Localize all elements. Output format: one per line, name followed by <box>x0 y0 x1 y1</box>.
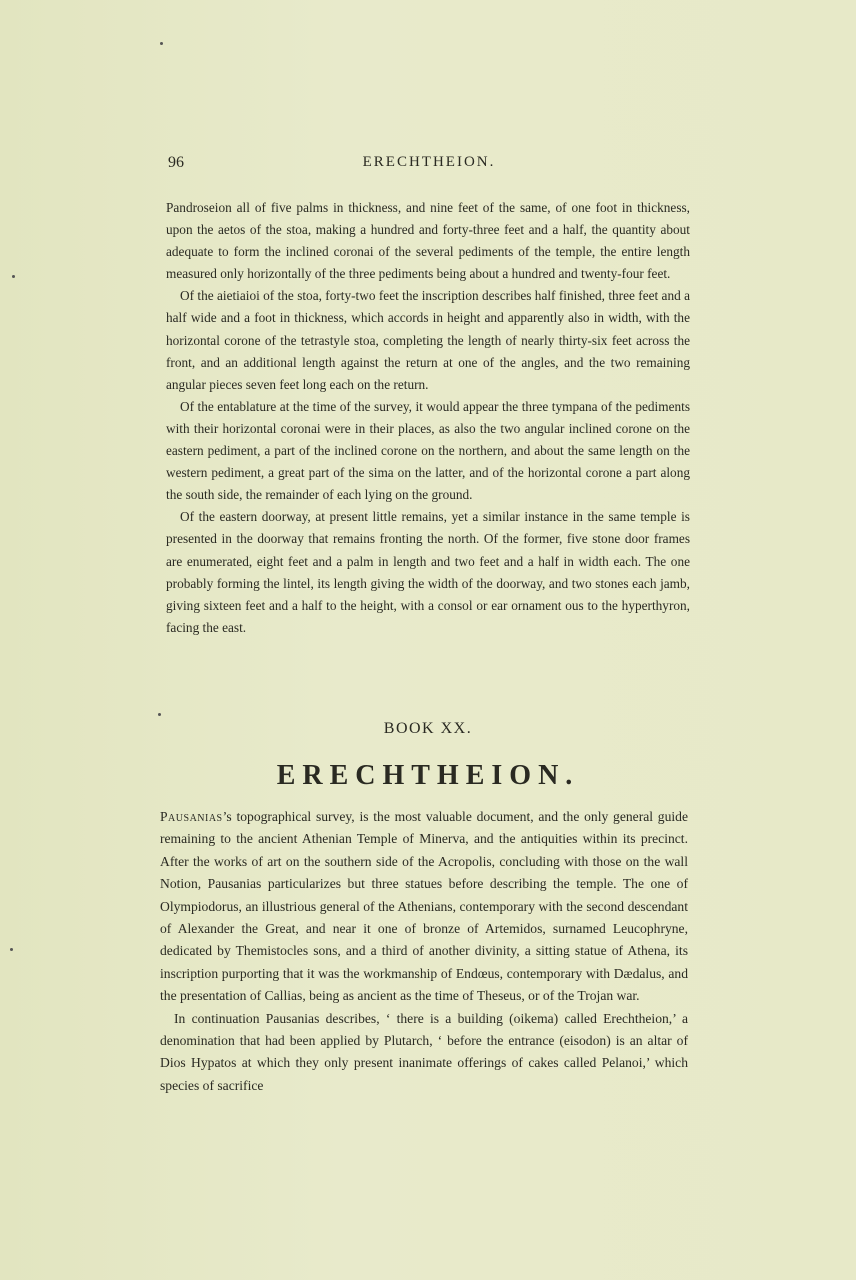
page-mark <box>160 42 163 45</box>
text-section-bottom <box>160 806 688 1097</box>
paragraph: Of the entablature at the time of the survey, it would appear the three tympana of the pediments with their horizontal coronai were in their places, as also the two angular inclined corone on the eastern pediment, a part of the inclined corone on the northern, and about the same length on the western pediment, a great part of the sima on the latter, and of the horizontal corone a part along the south side, the remainder of each lying on the ground. <box>166 398 690 503</box>
page-mark <box>10 948 13 951</box>
page-mark <box>158 713 161 716</box>
paragraph-text: ’s topographical survey, is the most valuable document, and the only general guide remaining to the ancient Athenian Temple of Minerva, and the antiquities within its precinct. After the works of art on the southern side of the Acropolis, concluding with those on the wall Notion, Pausanias particularizes but three statues before describing the temple. The one of Olympiodorus, an illustrious general of the Athenians, contemporary with the second descendant of Alexander the Great, and near it one of bronze of Artemidos, surnamed Leucophryne, dedicated by Themistocles sons, and a third of another divinity, a sitting statue of Athena, its inscription purporting that it was the workmanship of Endœus, contemporary with Dædalus, and the presentation of Callias, being as ancient as the time of Theseus, or of the Trojan war. <box>160 809 688 1004</box>
paragraph <box>160 806 688 1008</box>
paragraph: Pandroseion all of five palms in thickness, and nine feet of the same, of one foot in thickness, upon the aetos of the stoa, making a hundred and forty-three feet and a half, the quantity about adequate to form the inclined coronai of the several pediments of the temple, the entire length measured only horizontally of the three pediments being about a hundred and twenty-four feet. <box>166 200 690 282</box>
paragraph: In continuation Pausanias describes, ‘ there is a building (oikema) called Erechtheion,’ a denomination that had been applied by Plutarch, ‘ before the entrance (eisodon) is an altar of Dios Hypatos at which they only present inanimate offerings of cakes called Pelanoi,’ which species of sacrifice <box>160 1010 688 1093</box>
book-heading: BOOK XX. <box>383 720 473 737</box>
page-number: 96 <box>168 154 184 171</box>
paragraph: Of the eastern doorway, at present little remains, yet a similar instance in the same temple is presented in the doorway that remains fronting the north. Of the former, five stone door frames are enumerated, eight feet and a palm in length and two feet and a half in width each. The one probably forming the lintel, its length giving the width of the doorway, and two stones each jamb, giving sixteen feet and a half to the height, with a consol or ear ornament ous to the hyperthyron, facing the east. <box>166 509 690 635</box>
running-title: ERECHTHEION. <box>362 154 496 170</box>
page-header <box>168 154 690 176</box>
lead-word: Pausanias <box>160 809 223 824</box>
page-mark <box>12 275 15 278</box>
chapter-title: ERECHTHEION. <box>276 760 580 791</box>
text-section-top <box>166 197 690 639</box>
paragraph: Of the aietiaioi of the stoa, forty-two feet the inscription describes half finished, three feet and a half wide and a foot in thickness, which accords in height and apparently also in width, with the horizontal corone of the tetrastyle stoa, completing the length of nearly thirty-six feet across the front, and an additional length against the return at one of the angles, and the two remaining angular pieces seven feet long each on the return. <box>166 288 690 392</box>
